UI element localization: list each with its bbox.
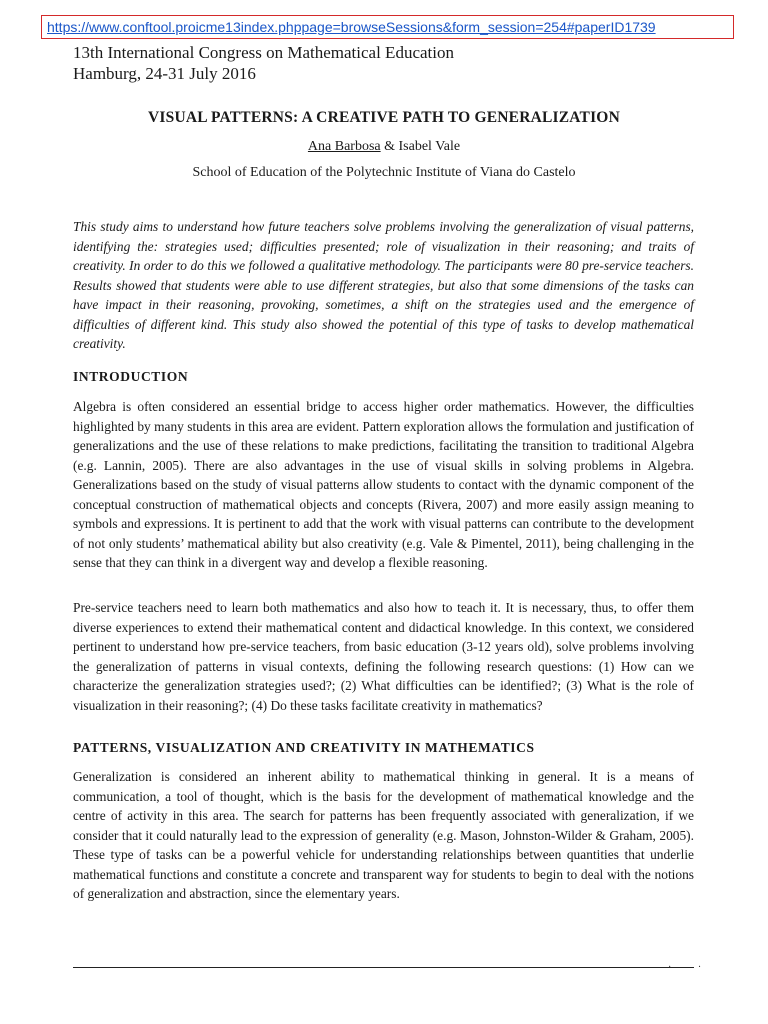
- intro-paragraph-2: Pre-service teachers need to learn both mathematics and also how to teach it. It is necessary, thus, to offer them diverse experiences to extend their mathematical content and didactical knowledge. In this context, we considered pertinent to understand how pre-service teachers, from basic education (3-12 years old), solve problems involving the generalization of patterns in visual contexts, defining the following research questions: (1) How can we characterize the generalization strategies used?; (2) What difficulties can be identified?; (3) What is the role of visualization in their reasoning?; (4) Do these tasks facilitate creativity in mathematics?: [73, 600, 694, 713]
- intro-paragraph-1: Algebra is often considered an essential bridge to access higher order mathematics. However, the difficulties highlighted by many students in this area are evident. Pattern exploration allows the formulation and justification of generalizations and the use of these relations to make predictions, facilitating the transition to traditional Algebra (e.g. Lannin, 2005). There are also advantages in the use of visual skills in solving problems in Algebra. Generalizations based on the study of visual patterns allow students to contact with the dynamic component of the conceptual construction of mathematical objects and concepts (Rivera, 2007) and more easily assign meaning to symbols and expressions. It is pertinent to add that the work with visual patterns can contribute to the development of not only students’ mathematical ability but also creativity (e.g. Vale & Pimentel, 2011), being challenging in the sense that they can think in a divergent way and develop a flexible reasoning.: [73, 399, 694, 570]
- conference-name: 13th International Congress on Mathematical Education: [73, 43, 454, 62]
- paper-title: VISUAL PATTERNS: A CREATIVE PATH TO GENERALIZATION: [148, 109, 620, 126]
- author-first: Ana Barbosa: [307, 139, 381, 154]
- patterns-paragraph-1: Generalization is considered an inherent ability to mathematical thinking in general. It is a means of communication, a tool of thought, which is the basis for the development of mathematical knowledge and the centre of activity in this area. The search for patterns has been frequently associated with generalization, if we consider that it could naturally lead to the expression of generality (e.g. Mason, Johnston-Wilder & Graham, 2005). These type of tasks can be a powerful vehicle for understanding relationships between quantities that underlie mathematical functions and constitute a concrete and transparent way for students to begin to deal with the notions of generalization and abstraction, since the elementary years.: [73, 769, 694, 901]
- source-url-link[interactable]: https://www.conftool.proicme13index.phppage=browseSessions&form_session=254#paperID1739: [41, 15, 734, 39]
- paper-abstract: This study aims to understand how future teachers solve problems involving the generalization of visual patterns, identifying the: strategies used; difficulties presented; role of visualization in their reasoning; and traits of creativity. In order to do this we followed a qualitative methodology. The participants were 80 pre-service teachers. Results showed that students were able to use different strategies, but also that some dimensions of the tasks can have impact in their reasoning, provoking, sometimes, a shift on the strategies used and the emergence of difficulties of different kind. This study also showed the potential of this type of tasks to develop mathematical creativity.: [73, 219, 694, 351]
- section-heading-patterns: PATTERNS, VISUALIZATION AND CREATIVITY IN MATHEMATICS: [73, 740, 535, 755]
- footer-divider: [73, 967, 694, 968]
- paper-authors: [0, 139, 768, 155]
- section-heading-introduction: INTRODUCTION: [73, 369, 189, 384]
- author-separator: &: [380, 139, 399, 154]
- author-second: Isabel Vale: [398, 139, 461, 154]
- footer-page-marks: · ·: [668, 962, 714, 973]
- conference-header: [73, 42, 454, 84]
- conference-place-date: Hamburg, 24-31 July 2016: [73, 64, 256, 83]
- paper-affiliation: School of Education of the Polytechnic Institute of Viana do Castelo: [192, 165, 576, 180]
